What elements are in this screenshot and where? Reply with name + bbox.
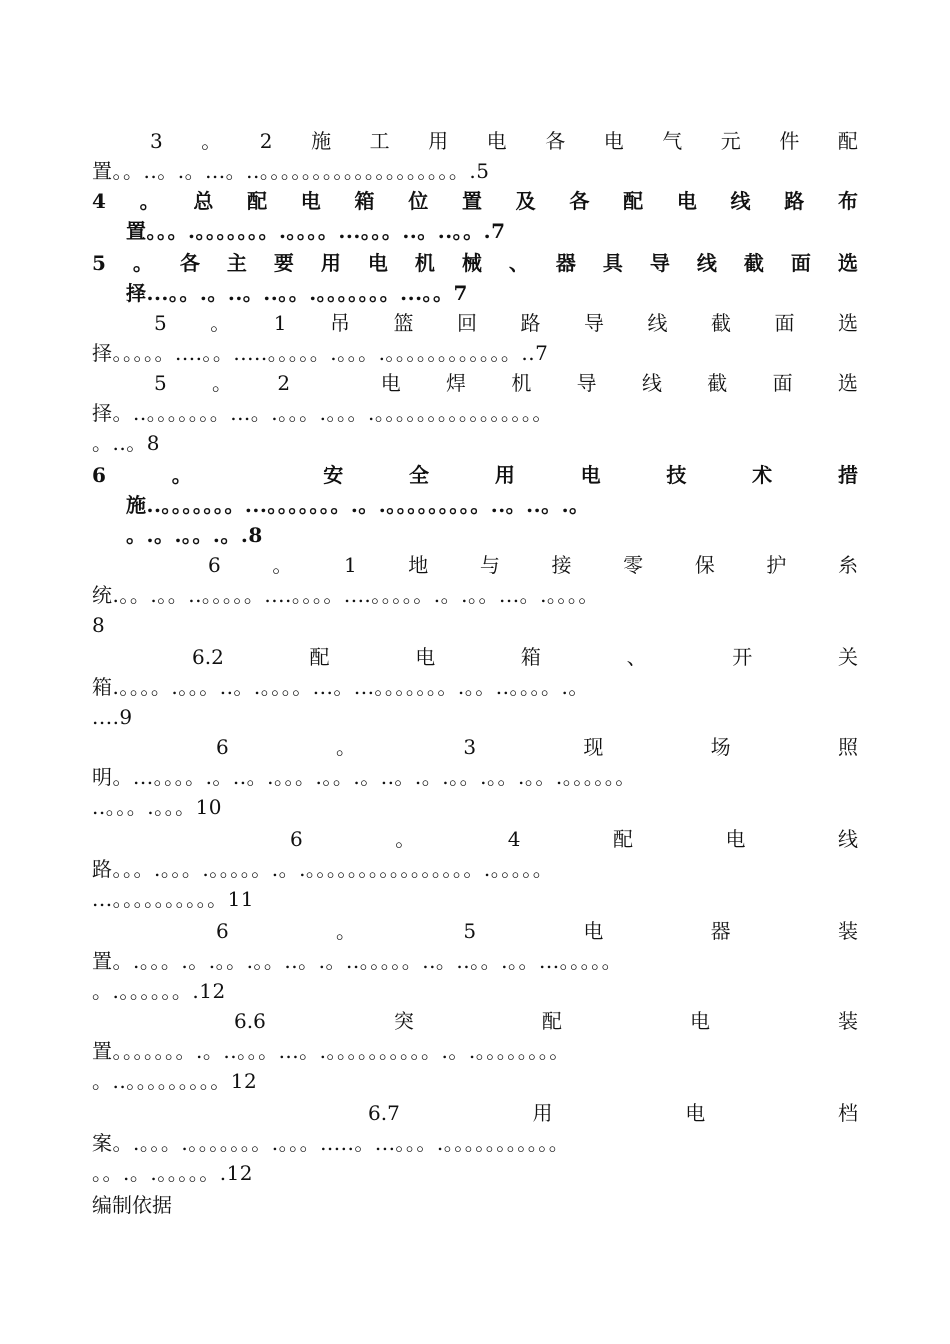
toc-heading-char: 选 [837, 311, 858, 335]
toc-heading-char: 电 [300, 189, 321, 213]
toc-heading-char: 保 [694, 553, 715, 577]
toc-leader-line: 。。.。.。。。。。.12 [92, 1161, 254, 1185]
toc-entry-heading [92, 460, 858, 490]
toc-heading-char: 路 [784, 189, 805, 213]
toc-heading-char: 截 [743, 251, 764, 275]
toc-heading-char: 护 [766, 553, 787, 577]
toc-heading-char: 5 [154, 371, 167, 395]
toc-heading-char: 选 [837, 371, 858, 395]
toc-entry-5[interactable] [92, 248, 858, 308]
toc-heading-char: 回 [456, 311, 477, 335]
toc-heading-char: 配 [612, 827, 633, 851]
toc-leader-line: 置。.。。。.。.。。.。。..。.。..。。。。。..。..。。.。。...。。。。。 [92, 949, 623, 973]
toc-heading-char: 各 [545, 129, 566, 153]
toc-heading-char: 面 [790, 251, 811, 275]
toc-heading-char: 电 [415, 645, 436, 669]
toc-entry-6[interactable] [92, 460, 858, 550]
toc-heading-char: 线 [837, 827, 858, 851]
toc-heading-char: 装 [837, 919, 858, 943]
toc-entry-heading [92, 550, 858, 580]
toc-leader-line: 统.。。.。。..。。。。。....。。。。....。。。。。.。.。。...。.。。。。 [92, 583, 599, 607]
toc-entry-heading [92, 126, 858, 156]
toc-heading-char: 5 [92, 251, 106, 275]
toc-heading-char: 主 [226, 251, 247, 275]
toc-heading-char: 5 [154, 311, 167, 335]
toc-entry-heading [92, 1098, 858, 1128]
toc-heading-char: 。 [272, 553, 293, 577]
toc-leader-line: 择...。。.。..。..。。.。。。。。。。...。。7 [126, 281, 468, 305]
toc-heading-char: 糸 [837, 553, 858, 577]
toc-heading-char: 。 [395, 827, 416, 851]
toc-heading-char: 6.6 [234, 1009, 266, 1033]
toc-heading-char: 及 [515, 189, 536, 213]
toc-heading-char: 元 [720, 129, 741, 153]
toc-heading-char: 截 [710, 311, 731, 335]
toc-heading-char: 气 [662, 129, 683, 153]
toc-leader-line: 路。。。.。。。.。。。。。.。.。。。。。。。。。。。。。。。。.。。。。。 [92, 857, 554, 881]
toc-heading-char: 措 [837, 463, 858, 487]
section-heading: 编制依据 [92, 1193, 172, 1217]
toc-heading-char: 1 [343, 553, 357, 577]
toc-heading-char: 电 [603, 129, 624, 153]
toc-entry-heading [92, 308, 858, 338]
toc-heading-char: 配 [623, 189, 644, 213]
toc-heading-char: 6 [216, 919, 229, 943]
toc-heading-char: 总 [193, 189, 214, 213]
toc-heading-char: 截 [707, 371, 728, 395]
toc-heading-char: 电 [580, 463, 601, 487]
toc-entry-6-1[interactable] [92, 550, 858, 640]
toc-heading-char: 装 [838, 1009, 858, 1033]
toc-entry-heading [92, 368, 858, 398]
toc-heading-char: 电 [689, 1009, 710, 1033]
toc-leader-line: 择。。。。。....。。.....。。。。。.。。。.。。。。。。。。。。。。..7 [92, 341, 549, 365]
toc-heading-char: 技 [666, 463, 687, 487]
toc-heading-char: 、 [508, 251, 529, 275]
toc-heading-char: 施 [311, 129, 332, 153]
toc-heading-char: 关 [837, 645, 858, 669]
toc-heading-char: 箱 [520, 645, 541, 669]
toc-leader-line: ...。。。。。。。。。。11 [92, 887, 255, 911]
toc-heading-char: 场 [710, 735, 731, 759]
toc-heading-char: 电 [583, 919, 604, 943]
toc-heading-char: 篮 [393, 311, 414, 335]
toc-entry-heading [92, 916, 858, 946]
toc-heading-char: 术 [752, 463, 773, 487]
toc-heading-char: 。 [201, 129, 222, 153]
toc-heading-char: 器 [710, 919, 731, 943]
toc-heading-char: 2 [277, 371, 291, 395]
toc-entry-5-2[interactable] [92, 368, 858, 458]
toc-leader-line: 箱.。。。。.。。。..。.。。。。...。...。。。。。。。.。。..。。。。.。 [92, 675, 589, 699]
toc-heading-char: 5 [463, 919, 477, 943]
toc-heading-char: 3 [463, 735, 477, 759]
toc-heading-char: 4 [507, 827, 521, 851]
toc-heading-char: 6 [216, 735, 229, 759]
toc-entry-heading [92, 1006, 858, 1036]
toc-entry-heading [92, 642, 858, 672]
toc-heading-char: 。 [336, 919, 357, 943]
toc-heading-char: 。 [336, 735, 357, 759]
toc-entry-heading [92, 824, 858, 854]
toc-heading-char: 地 [408, 553, 429, 577]
toc-heading-char: 导 [583, 311, 604, 335]
toc-heading-char: 吊 [329, 311, 350, 335]
toc-leader-line: 。.。.。。.。.8 [126, 523, 263, 547]
toc-heading-char: 线 [696, 251, 717, 275]
toc-heading-char: 械 [461, 251, 482, 275]
toc-heading-char: 。 [171, 463, 192, 487]
toc-heading-char: 。 [139, 189, 160, 213]
toc-heading-char: 。 [212, 371, 233, 395]
toc-heading-char: 器 [555, 251, 576, 275]
toc-heading-char: 配 [309, 645, 330, 669]
toc-entry-6-6[interactable] [92, 1006, 858, 1096]
toc-heading-char: 开 [732, 645, 753, 669]
toc-heading-char: 电 [486, 129, 507, 153]
toc-heading-char: 各 [179, 251, 200, 275]
toc-entry-heading [92, 186, 858, 216]
toc-heading-char: 。 [132, 251, 153, 275]
toc-leader-line: 置。。。。。。。.。..。。。...。.。。。。。。。。。。.。.。。。。。。。。 [92, 1039, 570, 1063]
toc-heading-char: 1 [273, 311, 287, 335]
toc-leader-line: 8 [92, 613, 106, 637]
toc-leader-line: 案。.。。。.。。。。。。。.。。。.....。...。。。.。。。。。。。。。。。 [92, 1131, 570, 1155]
toc-heading-char: 具 [602, 251, 623, 275]
toc-heading-char: 、 [626, 645, 647, 669]
toc-heading-char: 线 [641, 371, 662, 395]
toc-heading-char: 档 [837, 1101, 858, 1125]
toc-heading-char: 全 [409, 463, 430, 487]
toc-heading-char: 机 [414, 251, 435, 275]
toc-leader-line: 。..。。。。。。。。。12 [92, 1069, 258, 1093]
toc-heading-char: 电 [685, 1101, 706, 1125]
toc-heading-char: 用 [320, 251, 341, 275]
toc-entry-6-2[interactable] [92, 642, 858, 732]
toc-leader-line: ....9 [92, 705, 133, 729]
toc-heading-char: 照 [837, 735, 858, 759]
toc-heading-char: 4 [92, 189, 106, 213]
toc-heading-char: 线 [647, 311, 668, 335]
toc-heading-char: 与 [479, 553, 500, 577]
toc-heading-char: 配 [837, 129, 858, 153]
toc-heading-char: 3 [150, 129, 163, 153]
toc-entry-5-1[interactable] [92, 308, 858, 368]
toc-heading-char: 电 [725, 827, 746, 851]
toc-heading-char: 接 [551, 553, 572, 577]
toc-heading-char: 6 [290, 827, 303, 851]
toc-heading-char: 6.7 [368, 1101, 400, 1125]
toc-entry-4[interactable] [92, 186, 858, 246]
toc-heading-char: 布 [837, 189, 858, 213]
toc-heading-char: 6.2 [192, 645, 224, 669]
toc-entry-6-7[interactable] [92, 1098, 858, 1188]
toc-heading-char: 安 [323, 463, 344, 487]
toc-leader-line: 择。..。。。。。。。...。.。。。.。。。.。。。。。。。。。。。。。。。。 [92, 401, 553, 425]
toc-heading-char: 导 [649, 251, 670, 275]
toc-heading-char: 要 [273, 251, 294, 275]
toc-leader-line: 明。...。。。。.。..。.。。。.。。.。..。.。.。。.。。.。。.。。。。。。 [92, 765, 636, 789]
toc-entry-heading [92, 248, 858, 278]
toc-heading-char: 6 [208, 553, 221, 577]
toc-entry-3-2[interactable] [92, 126, 858, 186]
toc-heading-char: 导 [576, 371, 597, 395]
toc-entry-6-5[interactable] [92, 916, 858, 1006]
toc-heading-char: 线 [730, 189, 751, 213]
toc-leader-line: 施..。。。。。。。...。。。。。。。.。.。。。。。。。。。..。..。.。 [126, 493, 590, 517]
toc-heading-char: 选 [837, 251, 858, 275]
toc-heading-char: 各 [569, 189, 590, 213]
toc-heading-char: 现 [583, 735, 604, 759]
toc-heading-char: 件 [779, 129, 800, 153]
toc-heading-char: 电 [367, 251, 388, 275]
toc-heading-char: 用 [494, 463, 515, 487]
toc-heading-char: 。 [210, 311, 231, 335]
toc-heading-char: 电 [676, 189, 697, 213]
toc-heading-char: 配 [247, 189, 268, 213]
toc-heading-char: 面 [772, 371, 793, 395]
toc-heading-char: 零 [623, 553, 644, 577]
toc-heading-char: 用 [532, 1101, 553, 1125]
toc-heading-char: 箱 [354, 189, 375, 213]
toc-heading-char: 位 [408, 189, 429, 213]
toc-heading-char: 工 [369, 129, 390, 153]
toc-leader-line: 置。。..。.。...。..。。。。。。。。。。。。。。。。。。。.5 [92, 159, 490, 183]
toc-heading-char: 电 [380, 371, 401, 395]
toc-heading-char: 6 [92, 463, 106, 487]
toc-heading-char: 面 [774, 311, 795, 335]
toc-heading-char: 机 [511, 371, 532, 395]
toc-entry-6-3[interactable] [92, 732, 858, 822]
toc-heading-char: 突 [393, 1009, 414, 1033]
toc-entry-6-4[interactable] [92, 824, 858, 914]
toc-entry-heading [92, 732, 858, 762]
toc-heading-char: 用 [428, 129, 449, 153]
toc-leader-line: ..。。。.。。。10 [92, 795, 223, 819]
toc-heading-char: 配 [541, 1009, 562, 1033]
toc-leader-line: 。.。。。。。。.12 [92, 979, 226, 1003]
toc-leader-line: 置。。。.。。。。。。。.。。。。...。。。..。..。。.7 [126, 219, 506, 243]
toc-heading-char: 置 [461, 189, 482, 213]
toc-heading-char: 焊 [446, 371, 467, 395]
toc-heading-char: 路 [520, 311, 541, 335]
toc-leader-line: 。..。8 [92, 431, 160, 455]
toc-heading-char: 2 [259, 129, 273, 153]
